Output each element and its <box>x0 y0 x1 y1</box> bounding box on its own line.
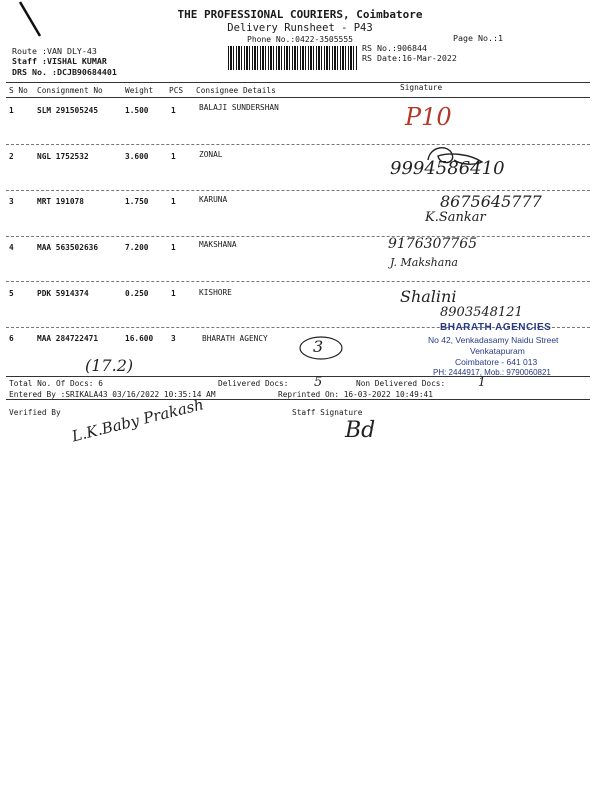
row-pcs: 1 <box>171 106 176 115</box>
row-consignee: KISHORE <box>199 288 232 297</box>
row-weight: 16.600 <box>125 334 154 343</box>
reprinted-on: Reprinted On: 16-03-2022 10:49:41 <box>278 390 433 399</box>
scan-mark <box>18 0 48 40</box>
col-pcs: PCS <box>169 86 184 95</box>
stamp-line3: Venkatapuram <box>470 346 525 356</box>
col-consignment: Consignment No <box>37 86 103 95</box>
row-sno: 5 <box>9 289 14 298</box>
barcode <box>228 46 358 70</box>
row-consignment: SLM 291505245 <box>37 106 99 115</box>
company-title: THE PROFESSIONAL COURIERS, Coimbatore <box>177 8 423 21</box>
row-weight: 0.250 <box>125 289 149 298</box>
stamp-line1: BHARATH AGENCIES <box>440 322 552 333</box>
row-sno: 6 <box>9 334 14 343</box>
stamp-line2: No 42, Venkadasamy Naidu Street <box>428 335 559 345</box>
entered-by: Entered By :SRIKALA43 03/16/2022 10:35:14 AM <box>9 390 216 399</box>
delivered-docs-count: 5 <box>314 375 323 390</box>
signature-row3-name: K.Sankar <box>425 210 486 225</box>
verified-by-signature: L.K.Baby Prakash <box>70 395 206 446</box>
signature-row3-phone: 8675645777 <box>440 192 542 211</box>
row-consignee: KARUNA <box>199 195 228 204</box>
staff-text: Staff :VISHAL KUMAR <box>12 56 107 66</box>
pcs-note: 3 <box>313 337 324 356</box>
row-sno: 3 <box>9 197 14 206</box>
row-consignment: PDK 5914374 <box>37 289 89 298</box>
signature-row1: P10 <box>405 103 452 131</box>
verified-by-label: Verified By <box>9 408 61 417</box>
row-pcs: 1 <box>171 197 176 206</box>
non-delivered-docs-count: 1 <box>478 375 486 389</box>
stamp-line4: Coimbatore - 641 013 <box>455 357 538 367</box>
row-divider <box>6 190 590 191</box>
row-pcs: 1 <box>171 243 176 252</box>
row-consignee: BALAJI SUNDERSHAN <box>199 103 279 112</box>
row-consignee: BHARATH AGENCY <box>202 334 268 343</box>
signature-row6-phone: 8903548121 <box>440 305 523 320</box>
rs-date: RS Date:16-Mar-2022 <box>362 53 457 63</box>
row-consignment: MAA 284722471 <box>37 334 99 343</box>
signature-row2-phone: 9994586410 <box>390 158 505 179</box>
drs-number: DRS No. :DCJB90684401 <box>12 67 117 77</box>
row-pcs: 3 <box>171 334 176 343</box>
col-weight: Weight <box>125 86 154 95</box>
row-consignee: ZONAL <box>199 150 223 159</box>
route-text: Route :VAN DLY-43 <box>12 46 97 56</box>
row-weight: 3.600 <box>125 152 149 161</box>
non-delivered-docs-label: Non Delivered Docs: <box>356 379 446 388</box>
row-divider <box>6 236 590 237</box>
row-divider <box>6 281 590 282</box>
row-sno: 4 <box>9 243 14 252</box>
row-consignment: MRT 191078 <box>37 197 84 206</box>
row-consignee: MAKSHANA <box>199 240 237 249</box>
row-pcs: 1 <box>171 152 176 161</box>
row-weight: 7.200 <box>125 243 149 252</box>
row-divider <box>6 144 590 145</box>
table-top-rule <box>6 82 590 83</box>
row-weight: 1.500 <box>125 106 149 115</box>
total-docs: Total No. Of Docs: 6 <box>9 379 103 388</box>
rs-number: RS No.:906844 <box>362 43 427 53</box>
page-number: Page No.:1 <box>453 33 503 43</box>
stamp-line5: PH: 2444917, Mob.: 9790060821 <box>433 368 551 377</box>
col-consignee: Consignee Details <box>196 86 276 95</box>
footer-rule <box>6 399 590 400</box>
col-sno: S No <box>9 86 28 95</box>
staff-signature: Bd <box>345 418 376 443</box>
staff-signature-label: Staff Signature <box>292 408 363 417</box>
signature-row4-name: J. Makshana <box>390 256 458 269</box>
row-sno: 1 <box>9 106 14 115</box>
row-weight: 1.750 <box>125 197 149 206</box>
row-sno: 2 <box>9 152 14 161</box>
row-pcs: 1 <box>171 289 176 298</box>
row-consignment: NGL 1752532 <box>37 152 89 161</box>
col-signature: Signature <box>400 83 443 92</box>
delivered-docs-label: Delivered Docs: <box>218 379 289 388</box>
row-consignment: MAA 563502636 <box>37 243 99 252</box>
signature-row4-phone: 9176307765 <box>388 236 478 252</box>
runsheet-subtitle: Delivery Runsheet - P43 <box>227 22 373 34</box>
signature-row5: Shalini <box>400 287 457 306</box>
table-header-rule <box>6 97 590 98</box>
phone-number: Phone No.:0422-3505555 <box>247 35 353 44</box>
weight-note: (17.2) <box>85 356 134 375</box>
